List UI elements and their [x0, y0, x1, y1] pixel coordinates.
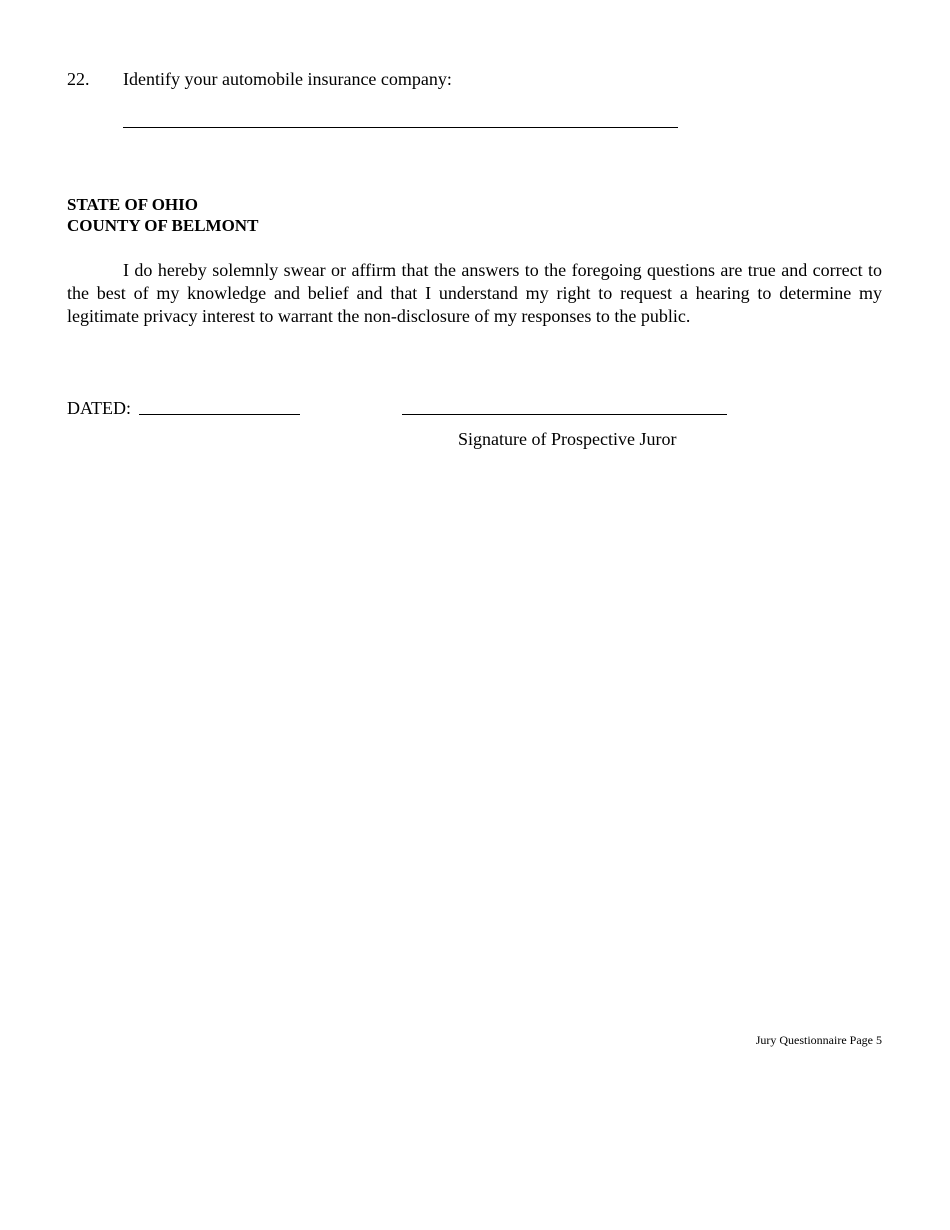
signature-caption: Signature of Prospective Juror — [458, 429, 677, 449]
oath-paragraph: I do hereby solemnly swear or affirm that the answers to the foregoing questions are true and correct to the best of my knowledge and belief and that I understand my right to request a hearing to determine my legitimate privacy interest to warrant the non-disclosure of my responses to the public. — [67, 260, 882, 326]
question-number: 22. — [67, 69, 90, 89]
question-text: Identify your automobile insurance company: — [123, 69, 452, 89]
page-footer: Jury Questionnaire Page 5 — [755, 1033, 882, 1047]
county-label: COUNTY OF BELMONT — [67, 216, 259, 235]
date-blank-line — [139, 414, 300, 415]
jurisdiction-heading — [67, 194, 258, 236]
state-label: STATE OF OHIO — [67, 195, 198, 214]
signature-blank-line — [402, 414, 727, 415]
dated-label: DATED: — [67, 398, 131, 418]
insurance-company-answer-line — [123, 127, 678, 128]
